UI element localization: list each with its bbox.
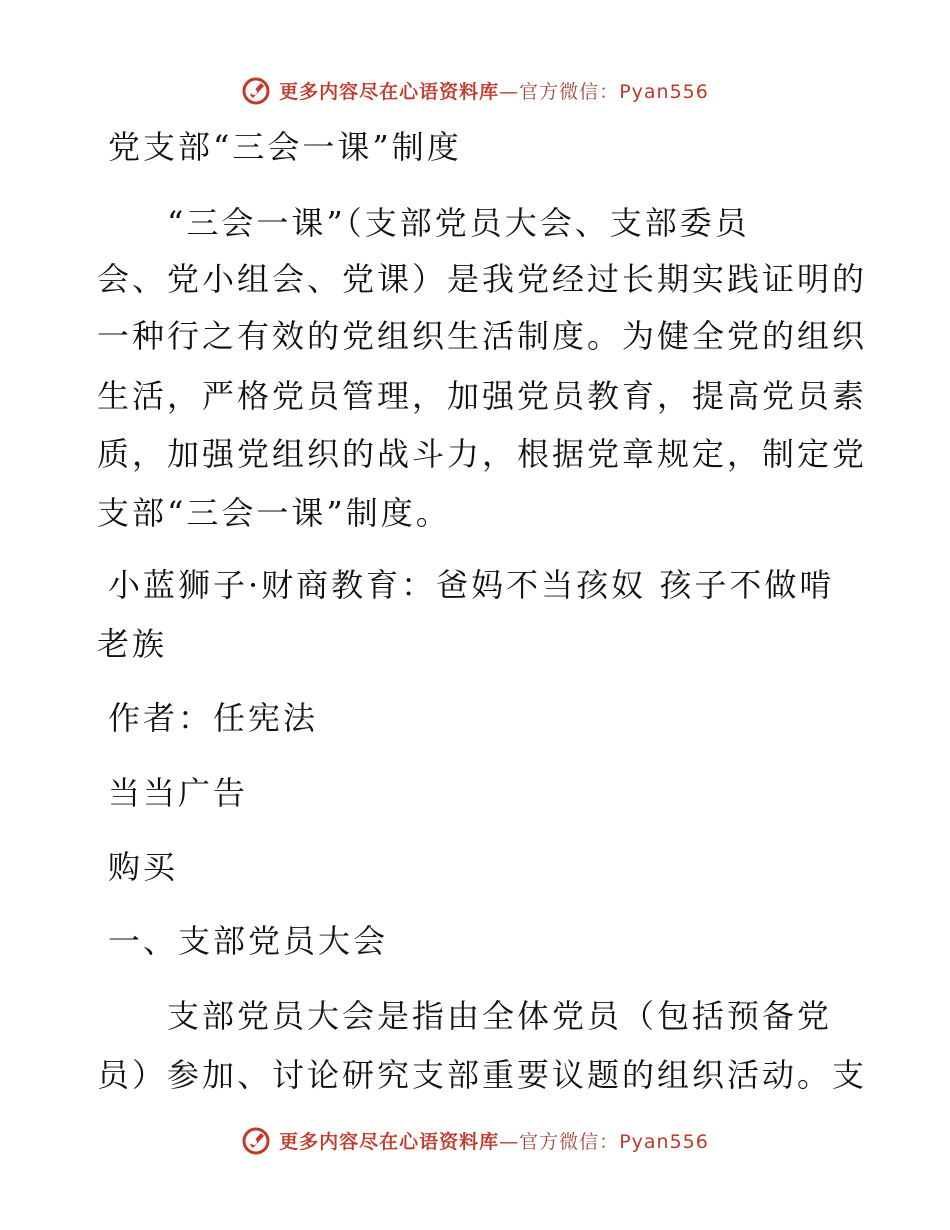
section-heading: 一、支部党员大会: [108, 922, 389, 960]
watermark-banner-top: [0, 70, 950, 110]
watermark-wechat-id: Pyan556: [619, 1130, 709, 1153]
watermark-banner-bottom: [0, 1120, 950, 1160]
watermark-text: [279, 77, 709, 104]
paragraph-line: 生活，严格党员管理，加强党员教育，提高党员素: [97, 377, 868, 415]
watermark-wechat-label: 官方微信：: [519, 1130, 620, 1153]
watermark-dash: —: [499, 80, 520, 103]
paragraph-line: “三会一课”（支部党员大会、支部委员: [97, 204, 750, 242]
paragraph-line: 质，加强党组织的战斗力，根据党章规定，制定党: [97, 435, 868, 473]
watermark-logo-icon: [241, 75, 271, 105]
paragraph-line: 会、党小组会、党课）是我党经过长期实践证明的: [97, 260, 868, 298]
paragraph-line: 支部“三会一课”制度。: [97, 494, 451, 532]
paragraph-line: 一种行之有效的党组织生活制度。为健全党的组织: [97, 317, 868, 355]
ad-title-line: 小蓝狮子·财商教育：爸妈不当孩奴 孩子不做啃: [108, 566, 835, 604]
paragraph-line: 员）参加、讨论研究支部重要议题的组织活动。支: [97, 1056, 868, 1094]
watermark-dash: —: [499, 1130, 520, 1153]
watermark-logo-icon: [241, 1125, 271, 1155]
watermark-wechat-id: Pyan556: [619, 80, 709, 103]
ad-title-line: 老族: [97, 625, 168, 663]
paragraph-line: 支部党员大会是指由全体党员（包括预备党: [97, 997, 833, 1035]
watermark-main-text: 更多内容尽在心语资料库: [279, 80, 500, 103]
watermark-text: [279, 1127, 709, 1154]
document-title: 党支部“三会一课”制度: [108, 128, 462, 166]
author-line: 作者：任宪法: [108, 699, 319, 737]
watermark-main-text: 更多内容尽在心语资料库: [279, 1130, 500, 1153]
watermark-wechat-label: 官方微信：: [519, 80, 620, 103]
ad-label: 当当广告: [108, 774, 249, 812]
buy-text: 购买: [108, 848, 179, 886]
